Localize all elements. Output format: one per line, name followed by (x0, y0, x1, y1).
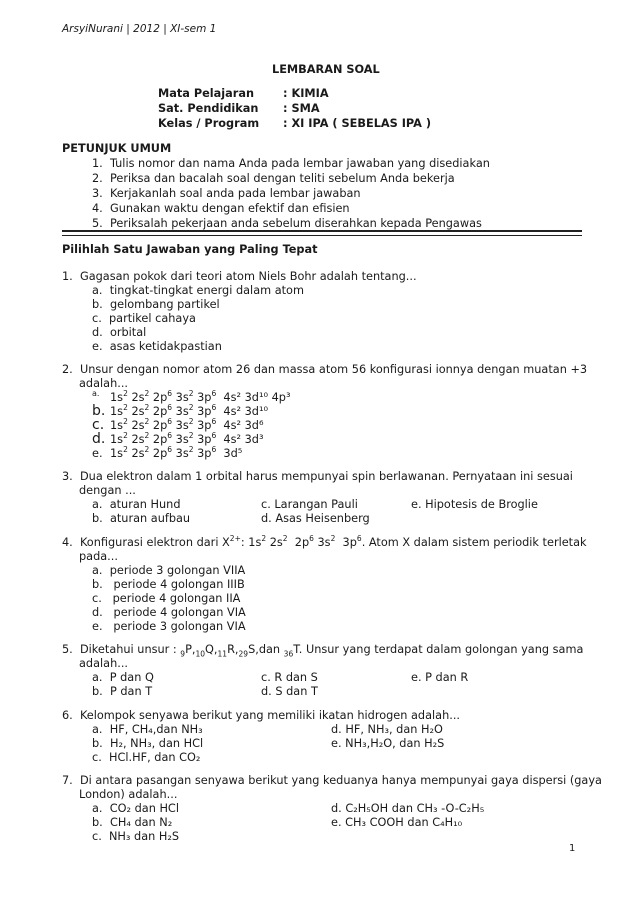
question-4-stem: 4. Konfigurasi elektron dari $X^{2+}$: $1s^2$ $2s^2$ $2p^6$ $3s^2$ $3p^6$. Atom X dalam sistem periodik terletak (62, 534, 587, 549)
page-title: LEMBARAN SOAL (272, 63, 380, 76)
question-1-option: e. asas ketidakpastian (92, 340, 222, 353)
instruction-item: 3. Kerjakanlah soal anda pada lembar jawaban (92, 187, 361, 200)
question-1-stem: 1. Gagasan pokok dari teori atom Niels Bohr adalah tentang... (62, 270, 417, 283)
question-3-option: c. Larangan Pauli (261, 498, 358, 511)
question-2-option-c: $1s^2$ $2s^2$ $2p^6$ $3s^2$ $3p^6$ 4s² 3d⁶ (110, 417, 264, 432)
question-7-option: b. CH₄ dan N₂ (92, 816, 173, 829)
question-6-option: b. H₂, NH₃, dan HCl (92, 737, 204, 750)
question-4-option: c. periode 4 golongan IIA (92, 592, 241, 605)
question-2-letter: e. (92, 447, 103, 460)
question-6-option: a. HF, CH₄,dan NH₃ (92, 723, 203, 736)
question-7-stem-cont: London) adalah... (79, 788, 178, 801)
instruction-item: 2. Periksa dan bacalah soal dengan teliti sebelum Anda bekerja (92, 172, 455, 185)
question-4-option: e. periode 3 golongan VIA (92, 620, 246, 633)
section-title: Pilihlah Satu Jawaban yang Paling Tepat (62, 243, 318, 256)
question-3-stem: 3. Dua elektron dalam 1 orbital harus mempunyai spin berlawanan. Pernyataan ini (62, 470, 534, 483)
question-5-stem-cont: adalah... (79, 657, 129, 670)
question-7-option: d. C₂H₅OH dan CH₃ -O-C₂H₅ (331, 802, 485, 815)
question-1-option: d. orbital (92, 326, 147, 339)
divider-thin (62, 235, 582, 236)
question-5-option: e. P dan R (411, 671, 469, 684)
question-1-option: a. tingkat-tingkat energi dalam atom (92, 284, 304, 297)
question-7-stem: 7. Di antara pasangan senyawa berikut yang keduanya hanya mempunyai gaya dispersi (gaya (62, 774, 602, 787)
instruction-item: 1. Tulis nomor dan nama Anda pada lembar jawaban yang disediakan (92, 157, 490, 170)
question-3-option: d. Asas Heisenberg (261, 512, 370, 525)
question-5-option: b. P dan T (92, 685, 153, 698)
info-label-subject: Mata Pelajaran (158, 87, 254, 100)
question-2-stem-cont: adalah... (79, 377, 129, 390)
question-4-option: d. periode 4 golongan VIA (92, 606, 246, 619)
question-5-stem: 5. Diketahui unsur : $_9P,_{10}Q,_{11}R,_{29}S,dan$ $_{36}$T. Unsur yang terdapat dalam golongan yang sama (62, 643, 584, 659)
question-5-option: a. P dan Q (92, 671, 154, 684)
question-2-option-b: $1s^2$ $2s^2$ $2p^6$ $3s^2$ $3p^6$ 4s² 3d¹⁰ (110, 403, 269, 418)
info-label-class: Kelas / Program (158, 117, 260, 130)
info-label-level: Sat. Pendidikan (158, 102, 259, 115)
question-2-tail: 3d⁵ (223, 447, 243, 460)
question-5-option: d. S dan T (261, 685, 318, 698)
info-value-class: : XI IPA ( SEBELAS IPA ) (283, 117, 431, 130)
question-6-option: e. NH₃,H₂O, dan H₂S (331, 737, 445, 750)
instructions-title: PETUNJUK UMUM (62, 142, 172, 155)
question-2-letter: a. (92, 389, 100, 398)
question-2-letter: d. (92, 431, 106, 447)
page-number: 1 (569, 843, 576, 854)
question-2-letter: b. (92, 403, 106, 419)
question-2-stem: 2. Unsur dengan nomor atom 26 dan massa atom 56 konfigurasi ionnya dengan muatan +3 (62, 363, 588, 376)
question-7-option: a. CO₂ dan HCl (92, 802, 179, 815)
question-3-stem-cont: dengan ... (79, 484, 136, 497)
question-4-option: a. periode 3 golongan VIIA (92, 564, 246, 577)
question-3-stem-end: sesuai (537, 470, 573, 483)
question-3-option: e. Hipotesis de Broglie (411, 498, 538, 511)
question-2-tail: 4s² 3d³ (223, 433, 264, 446)
question-4-stem-cont: pada... (79, 550, 118, 563)
question-3-option: a. aturan Hund (92, 498, 181, 511)
question-2-letter: c. (92, 417, 105, 433)
question-6-option: c. HCl.HF, dan CO₂ (92, 751, 201, 764)
question-5-option: c. R dan S (261, 671, 318, 684)
info-value-level: : SMA (283, 102, 320, 115)
question-3-option: b. aturan aufbau (92, 512, 191, 525)
instruction-item: 4. Gunakan waktu dengan efektif dan efisien (92, 202, 350, 215)
question-2-tail: 4s² 3d⁶ (223, 419, 264, 432)
info-value-subject: : KIMIA (283, 87, 329, 100)
question-4-option: b. periode 4 golongan IIIB (92, 578, 245, 591)
question-2-option-d: $1s^2$ $2s^2$ $2p^6$ $3s^2$ $3p^6$ 4s² 3d³ (110, 431, 264, 446)
question-6-option: d. HF, NH₃, dan H₂O (331, 723, 443, 736)
question-2-option-a: $1s^2$ $2s^2$ $2p^6$ $3s^2$ $3p^6$ 4s² 3d¹⁰ 4p³ (110, 389, 291, 404)
divider-thick (62, 230, 582, 232)
question-2-tail: 4s² 3d¹⁰ 4p³ (223, 391, 291, 404)
question-1-option: b. gelombang partikel (92, 298, 220, 311)
question-1-option: c. partikel cahaya (92, 312, 196, 325)
instruction-item: 5. Periksalah pekerjaan anda sebelum diserahkan kepada Pengawas (92, 217, 482, 230)
question-7-option: c. NH₃ dan H₂S (92, 830, 180, 843)
question-2-tail: 4s² 3d¹⁰ (223, 405, 269, 418)
question-7-option: e. CH₃ COOH dan C₄H₁₀ (331, 816, 463, 829)
page-header: ArsyiNurani | 2012 | XI-sem 1 (62, 23, 217, 35)
question-2-option-e: $1s^2$ $2s^2$ $2p^6$ $3s^2$ $3p^6$ 3d⁵ (110, 445, 243, 460)
question-6-stem: 6. Kelompok senyawa berikut yang memiliki ikatan hidrogen adalah... (62, 709, 461, 722)
